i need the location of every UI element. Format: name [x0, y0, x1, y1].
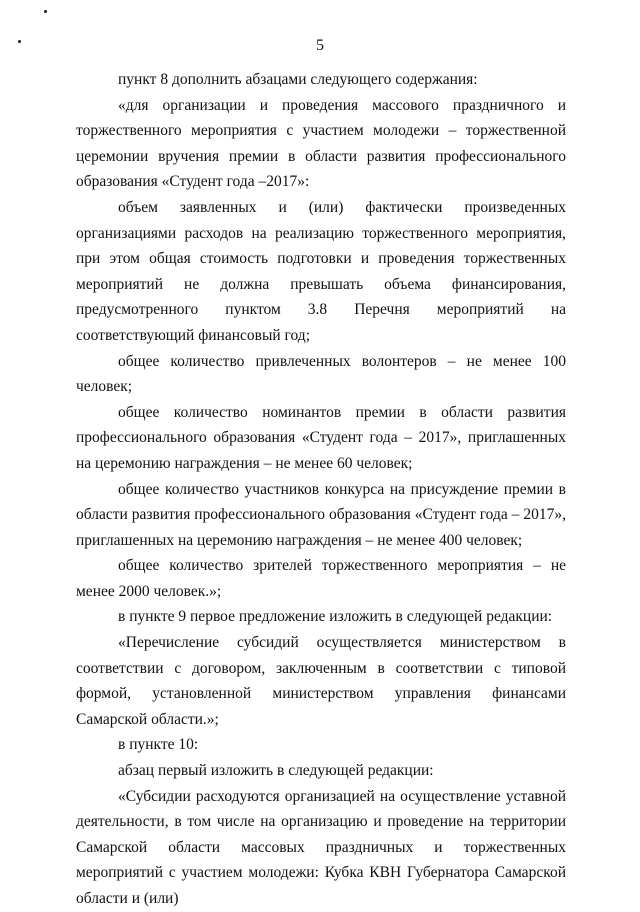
- paragraph: абзац первый изложить в следующей редакции:: [118, 762, 434, 780]
- paragraph: общее количество номинантов премии в области развития профессионального образования «Студент года – 2017», приглашенных на церемонию награждения – не менее 60 человек;: [76, 403, 566, 472]
- paragraph: в пункте 9 первое предложение изложить в следующей редакции:: [118, 608, 553, 626]
- page-number: 5: [316, 37, 324, 54]
- document-body: [76, 67, 566, 912]
- paragraph: в пункте 10:: [118, 736, 199, 754]
- paragraph: общее количество зрителей торжественного мероприятия – не менее 2000 человек.»;: [76, 557, 566, 600]
- scan-speck: [44, 10, 47, 13]
- paragraph: «Субсидии расходуются организацией на осуществление уставной деятельности, в том числе на организацию и проведение на территории Самарской области массовых праздничных и торжественных мероприятий с участием молодежи: Кубка КВН Губернатора Самарской области и (или): [76, 787, 566, 907]
- paragraph: пункт 8 дополнить абзацами следующего содержания:: [118, 71, 478, 88]
- paragraph: «для организации и проведения массового праздничного и торжественного мероприятия с участием молодежи – торжественной церемонии вручения премии в области развития профессионального образования «Студент года –2017»:: [76, 96, 566, 191]
- paragraph: общее количество участников конкурса на присуждение премии в области развития профессионального образования «Студент года – 2017», приглашенных на церемонию награждения – не менее 400 человек;: [76, 480, 566, 549]
- paragraph: «Перечисление субсидий осуществляется министерством в соответствии с договором, заключенным в соответствии с типовой формой, установленной министерством управления финансами Самарской области.»;: [76, 634, 566, 728]
- paragraph: общее количество привлеченных волонтеров – не менее 100 человек;: [76, 352, 566, 396]
- paragraph: объем заявленных и (или) фактически произведенных организациями расходов на реализацию торжественного мероприятия, при этом общая стоимость подготовки и проведения торжественных мероприятий не должна превышать объема финансирования, предусмотренного пунктом 3.8 Перечня мероприятий на соответствующий финансовый год;: [76, 198, 566, 344]
